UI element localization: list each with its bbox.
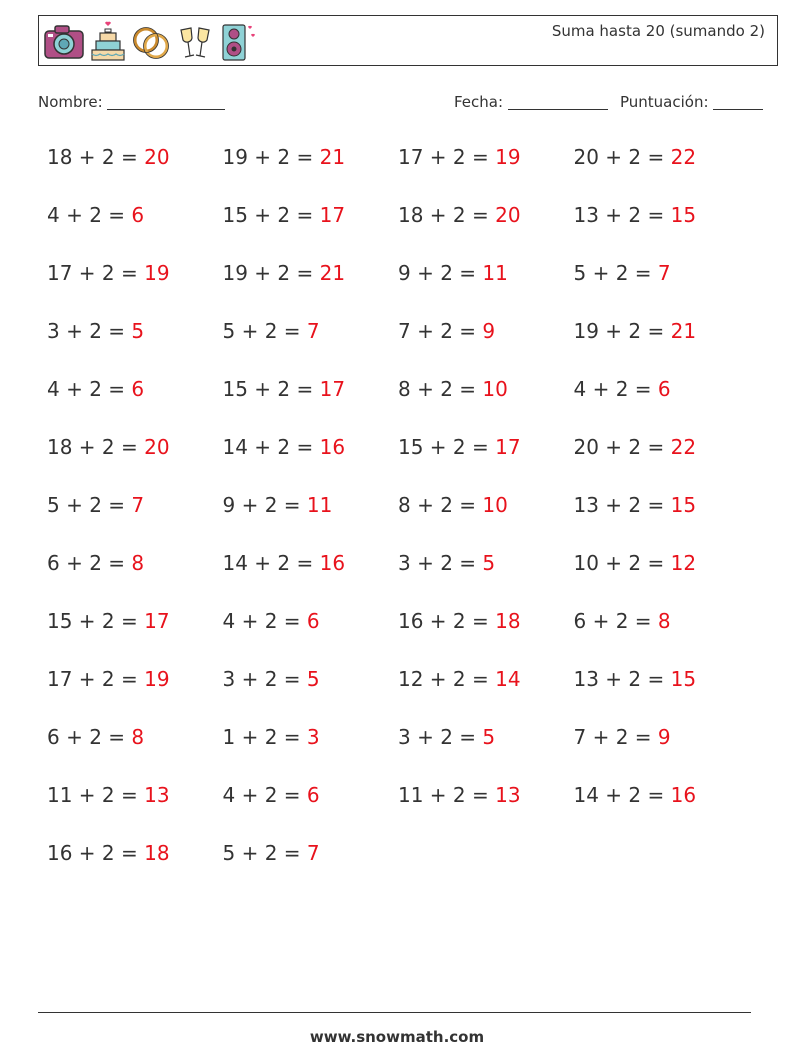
camera-icon: [43, 23, 85, 61]
problem-question: 5 + 2 =: [47, 493, 132, 517]
problem-question: 5 + 2 =: [222, 841, 307, 865]
problem-answer: 17: [144, 609, 170, 633]
problem-question: 20 + 2 =: [573, 435, 671, 459]
worksheet-title: Suma hasta 20 (sumando 2): [551, 22, 765, 40]
problem-item: [574, 667, 750, 691]
name-field: [38, 93, 225, 111]
problem-question: 14 + 2 =: [222, 551, 320, 575]
problem-answer: 3: [306, 725, 320, 749]
problem-item: [398, 377, 574, 401]
problem-answer: 6: [306, 783, 320, 807]
problem-item: [398, 319, 574, 343]
problem-question: 1 + 2 =: [222, 725, 307, 749]
problem-question: 19 + 2 =: [222, 261, 320, 285]
problem-answer: 20: [144, 435, 170, 459]
problem-question: 13 + 2 =: [573, 493, 671, 517]
problem-question: 11 + 2 =: [398, 783, 496, 807]
worksheet-header: [38, 15, 778, 66]
problem-item: [574, 145, 750, 169]
problem-answer: 22: [670, 435, 697, 459]
problem-item: [47, 261, 223, 285]
problem-answer: 21: [319, 145, 346, 169]
problem-answer: 7: [657, 261, 671, 285]
problem-item: [47, 841, 223, 865]
problem-row: [47, 551, 749, 609]
problem-question: 11 + 2 =: [47, 783, 145, 807]
problem-item: [398, 261, 574, 285]
problem-question: 19 + 2 =: [222, 145, 320, 169]
problem-answer: 19: [144, 667, 170, 691]
problem-item: [47, 609, 223, 633]
footer-divider: [38, 1012, 751, 1013]
problem-answer: 21: [319, 261, 346, 285]
problem-item: [574, 203, 750, 227]
problem-item: [574, 261, 750, 285]
problem-item: [47, 435, 223, 459]
problem-question: 6 + 2 =: [573, 609, 658, 633]
header-icons: [43, 20, 259, 64]
problem-question: 3 + 2 =: [47, 319, 132, 343]
score-field: [620, 93, 763, 111]
date-blank[interactable]: [508, 95, 608, 110]
footer-website: www.snowmath.com: [309, 1028, 485, 1046]
problem-item: [398, 493, 574, 517]
problem-question: 6 + 2 =: [47, 551, 132, 575]
problem-question: 8 + 2 =: [398, 493, 483, 517]
problem-item: [47, 319, 223, 343]
problem-item: [398, 435, 574, 459]
problem-answer: 16: [670, 783, 697, 807]
problem-item: [398, 203, 574, 227]
problem-item: [574, 377, 750, 401]
problem-answer: 21: [670, 319, 697, 343]
problem-answer: 8: [131, 725, 145, 749]
problem-answer: 9: [482, 319, 496, 343]
problem-row: [47, 319, 749, 377]
problem-answer: 10: [482, 377, 508, 401]
name-blank[interactable]: [107, 95, 225, 110]
problem-answer: 6: [657, 377, 671, 401]
name-label: Nombre:: [38, 93, 103, 111]
problem-answer: 20: [144, 145, 170, 169]
problem-question: 15 + 2 =: [222, 203, 320, 227]
problem-question: 16 + 2 =: [47, 841, 145, 865]
score-label: Puntuación:: [620, 93, 709, 111]
problem-item: [398, 609, 574, 633]
problem-item: [223, 261, 399, 285]
problem-item: [223, 841, 399, 865]
problem-question: 14 + 2 =: [222, 435, 320, 459]
problem-row: [47, 841, 749, 899]
problem-answer: 22: [670, 145, 697, 169]
problem-item: [47, 783, 223, 807]
problem-answer: 7: [306, 319, 320, 343]
problem-answer: 15: [670, 203, 697, 227]
problem-answer: 13: [495, 783, 521, 807]
problem-item: [47, 551, 223, 575]
problem-answer: 11: [482, 261, 508, 285]
problem-item: [574, 609, 750, 633]
problem-question: 4 + 2 =: [222, 783, 307, 807]
problem-answer: 13: [144, 783, 170, 807]
problem-item: [574, 783, 750, 807]
problem-item: [574, 319, 750, 343]
problem-item: [574, 435, 750, 459]
problem-row: [47, 435, 749, 493]
problem-question: 14 + 2 =: [573, 783, 671, 807]
problem-answer: 14: [495, 667, 521, 691]
problem-item: [223, 145, 399, 169]
problem-answer: 17: [319, 203, 346, 227]
problem-item: [223, 493, 399, 517]
problem-question: 17 + 2 =: [47, 667, 145, 691]
problem-answer: 15: [670, 493, 697, 517]
problem-answer: 6: [131, 203, 145, 227]
date-field: [454, 93, 608, 111]
problem-question: 17 + 2 =: [398, 145, 496, 169]
problem-answer: 9: [657, 725, 671, 749]
problem-row: [47, 783, 749, 841]
problem-answer: 18: [495, 609, 521, 633]
problem-question: 13 + 2 =: [573, 667, 671, 691]
problem-question: 3 + 2 =: [222, 667, 307, 691]
problem-question: 17 + 2 =: [47, 261, 145, 285]
problem-grid: [47, 145, 749, 899]
problem-item: [398, 145, 574, 169]
problem-item: [223, 435, 399, 459]
problem-item: [398, 783, 574, 807]
problem-item: [574, 725, 750, 749]
problem-answer: 12: [670, 551, 697, 575]
problem-answer: 19: [144, 261, 170, 285]
problem-question: 7 + 2 =: [398, 319, 483, 343]
speaker-icon: [219, 21, 259, 63]
date-label: Fecha:: [454, 93, 504, 111]
problem-answer: 6: [306, 609, 320, 633]
wedding-cake-icon: [89, 21, 127, 63]
problem-item: [223, 725, 399, 749]
problem-row: [47, 609, 749, 667]
problem-question: 4 + 2 =: [222, 609, 307, 633]
problem-row: [47, 145, 749, 203]
score-blank[interactable]: [713, 95, 763, 110]
problem-answer: 11: [306, 493, 333, 517]
problem-row: [47, 203, 749, 261]
problem-question: 4 + 2 =: [47, 203, 132, 227]
problem-answer: 10: [482, 493, 508, 517]
problem-question: 19 + 2 =: [573, 319, 671, 343]
problem-question: 18 + 2 =: [398, 203, 496, 227]
problem-question: 12 + 2 =: [398, 667, 496, 691]
problem-item: [398, 725, 574, 749]
problem-answer: 20: [495, 203, 521, 227]
problem-answer: 19: [495, 145, 521, 169]
problem-question: 3 + 2 =: [398, 551, 483, 575]
problem-item: [398, 667, 574, 691]
problem-question: 15 + 2 =: [47, 609, 145, 633]
problem-question: 18 + 2 =: [47, 145, 145, 169]
problem-row: [47, 667, 749, 725]
problem-item: [574, 493, 750, 517]
problem-item: [223, 377, 399, 401]
problem-answer: 5: [131, 319, 145, 343]
problem-answer: 17: [319, 377, 346, 401]
wedding-rings-icon: [131, 22, 171, 62]
problem-question: 4 + 2 =: [573, 377, 658, 401]
problem-answer: 5: [306, 667, 320, 691]
problem-item: [223, 783, 399, 807]
problem-answer: 6: [131, 377, 145, 401]
problem-answer: 15: [670, 667, 697, 691]
problem-question: 5 + 2 =: [222, 319, 307, 343]
problem-question: 10 + 2 =: [573, 551, 671, 575]
problem-question: 18 + 2 =: [47, 435, 145, 459]
problem-question: 9 + 2 =: [222, 493, 307, 517]
problem-row: [47, 493, 749, 551]
problem-row: [47, 377, 749, 435]
problem-question: 8 + 2 =: [398, 377, 483, 401]
problem-item: [47, 493, 223, 517]
problem-question: 5 + 2 =: [573, 261, 658, 285]
problem-row: [47, 261, 749, 319]
problem-item: [47, 725, 223, 749]
problem-question: 9 + 2 =: [398, 261, 483, 285]
problem-question: 15 + 2 =: [222, 377, 320, 401]
problem-item: [574, 551, 750, 575]
problem-item: [47, 145, 223, 169]
problem-answer: 8: [131, 551, 145, 575]
problem-answer: 17: [495, 435, 521, 459]
problem-question: 6 + 2 =: [47, 725, 132, 749]
problem-item: [223, 609, 399, 633]
problem-question: 20 + 2 =: [573, 145, 671, 169]
problem-answer: 16: [319, 435, 346, 459]
problem-answer: 16: [319, 551, 346, 575]
problem-item: [223, 203, 399, 227]
problem-item: [398, 551, 574, 575]
problem-question: 13 + 2 =: [573, 203, 671, 227]
problem-answer: 5: [482, 551, 496, 575]
problem-item: [47, 203, 223, 227]
problem-row: [47, 725, 749, 783]
problem-item: [47, 377, 223, 401]
problem-item: [223, 667, 399, 691]
problem-answer: 18: [144, 841, 170, 865]
problem-item: [47, 667, 223, 691]
problem-item: [223, 319, 399, 343]
problem-answer: 8: [657, 609, 671, 633]
problem-question: 15 + 2 =: [398, 435, 496, 459]
problem-question: 4 + 2 =: [47, 377, 132, 401]
problem-answer: 7: [131, 493, 145, 517]
problem-question: 7 + 2 =: [573, 725, 658, 749]
problem-question: 16 + 2 =: [398, 609, 496, 633]
problem-item: [223, 551, 399, 575]
problem-answer: 5: [482, 725, 496, 749]
problem-question: 3 + 2 =: [398, 725, 483, 749]
champagne-glasses-icon: [175, 22, 215, 62]
problem-answer: 7: [306, 841, 320, 865]
